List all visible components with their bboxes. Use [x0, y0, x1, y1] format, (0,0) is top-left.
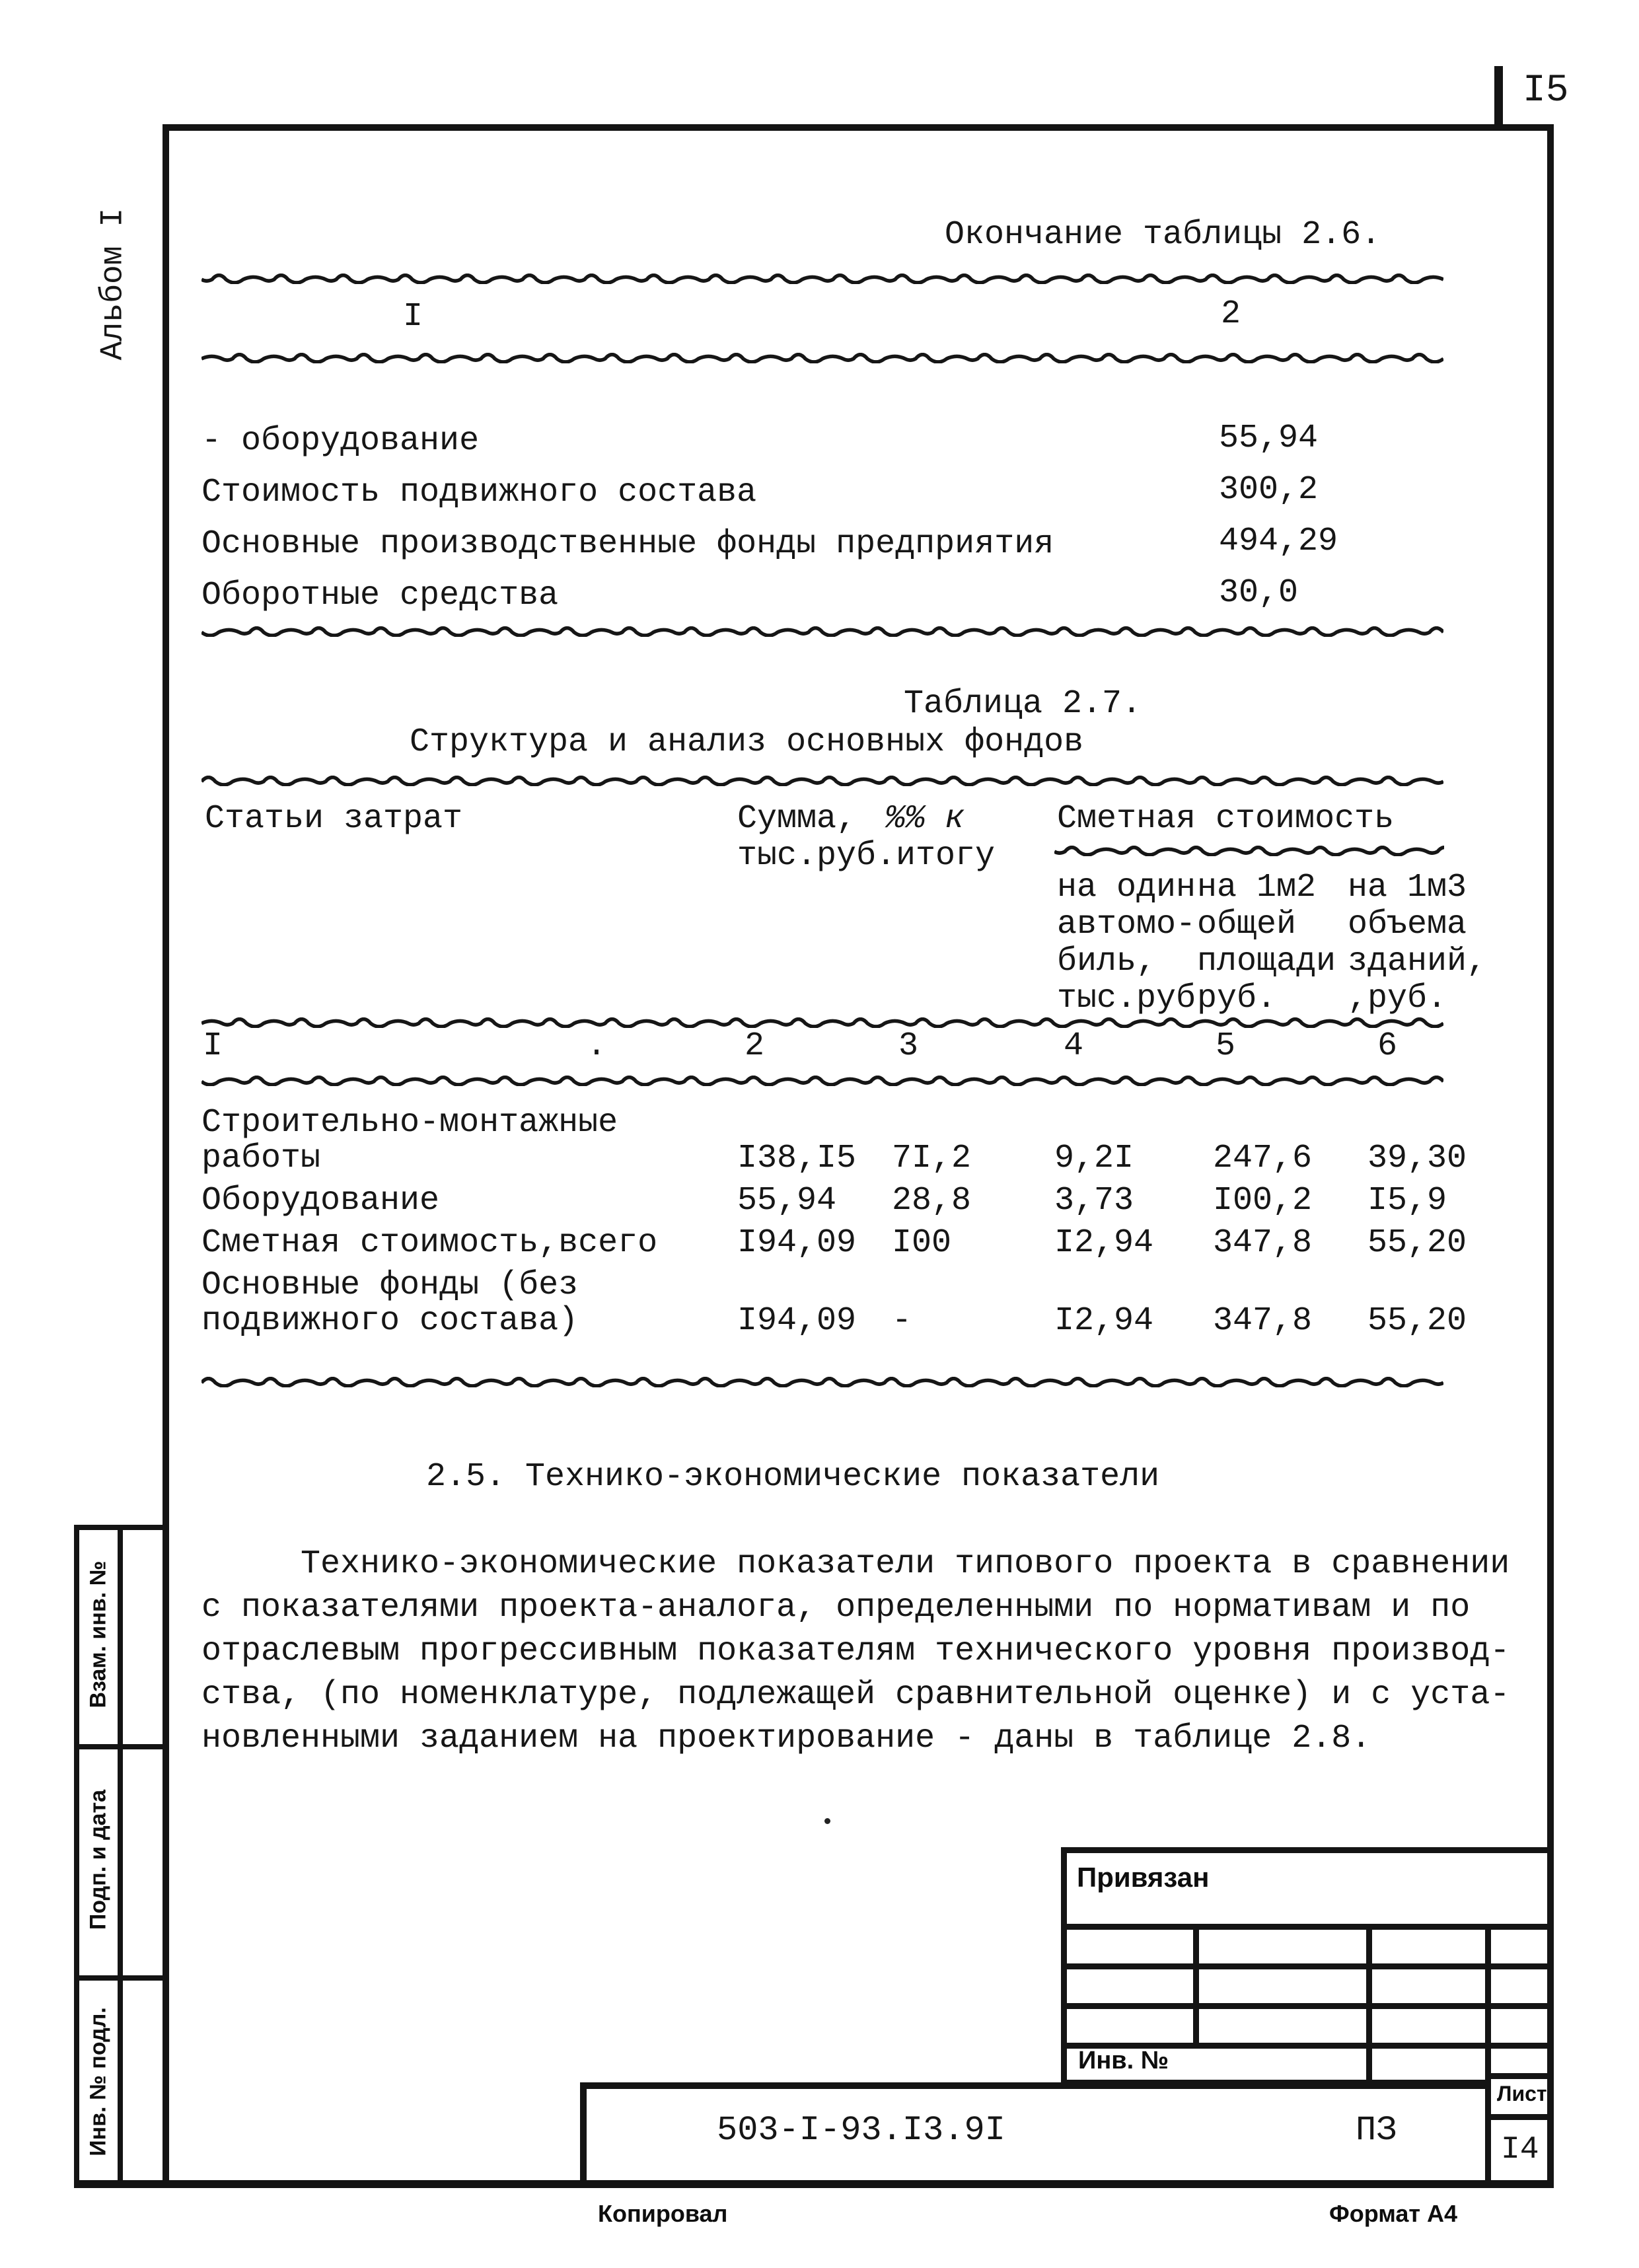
- table27-row-label: работы: [201, 1140, 321, 1177]
- sidebar-label-inv: Инв. № подл.: [85, 2007, 111, 2156]
- sidebar-line-row1: [74, 1744, 168, 1749]
- table26-row-label: - оборудование: [201, 422, 480, 460]
- paragraph-line: ства, (по номенклатуре, подлежащей сравнительной оценке) и с уста-: [201, 1676, 1510, 1714]
- paragraph-line: Технико-экономические показатели типового проекта в сравнении: [301, 1545, 1510, 1583]
- table27-cell: I00,2: [1213, 1182, 1313, 1220]
- album-label: Альбом I: [95, 207, 131, 361]
- table27-subhead-col4: на один: [1057, 869, 1196, 906]
- footer-format: Формат А4: [1329, 2200, 1458, 2227]
- table27-rule-mid1: [201, 1017, 1443, 1028]
- table26-caption: Окончание таблицы 2.6.: [945, 216, 1381, 254]
- table26-colnum-2: 2: [1221, 295, 1241, 333]
- table27-rule-top: [201, 776, 1443, 786]
- table27-cell: 28,8: [892, 1182, 972, 1220]
- table27-row-label: Оборудование: [201, 1182, 440, 1220]
- table26-row-value: 300,2: [1219, 471, 1319, 509]
- titleblock-h3: [1061, 2003, 1554, 2009]
- table27-cell: 7I,2: [892, 1140, 972, 1177]
- table27-header-sum: Сумма,: [737, 800, 857, 838]
- table27-subhead-col5: на 1м2: [1197, 869, 1317, 906]
- table26-row-value: 30,0: [1219, 574, 1299, 612]
- table27-colnum: 3: [898, 1027, 919, 1065]
- table27-cell: I94,09: [737, 1224, 857, 1262]
- table27-subhead-col5: площади: [1197, 943, 1336, 980]
- titleblock-v1: [1193, 1924, 1199, 2043]
- table26-rule-bottom: [201, 626, 1443, 637]
- table27-header-pct: %% к: [885, 800, 965, 838]
- sidebar-label-podp: Подп. и дата: [85, 1789, 111, 1930]
- sheet-number: I4: [1501, 2132, 1539, 2168]
- table27-cell: 3,73: [1054, 1182, 1134, 1220]
- paragraph-line: новленными заданием на проектирование - даны в таблице 2.8.: [201, 1720, 1371, 1757]
- table27-cell: 347,8: [1213, 1224, 1313, 1262]
- table27-subhead-col4: биль,: [1057, 943, 1157, 980]
- table27-title: Структура и анализ основных фондов: [410, 723, 1084, 761]
- table27-subhead-col4: автомо-: [1057, 906, 1196, 943]
- table27-cell: -: [892, 1302, 912, 1340]
- frame-top: [163, 124, 1554, 131]
- frame-left: [163, 124, 169, 2188]
- titleblock-privyazan-label: Привязан: [1077, 1862, 1210, 1893]
- table27-rule-mid2: [201, 1076, 1443, 1086]
- sheet-col-top: [1485, 2073, 1554, 2079]
- table27-cell: I94,09: [737, 1302, 857, 1340]
- section-heading: 2.5. Технико-экономические показатели: [426, 1458, 1160, 1496]
- titleblock-h2: [1061, 1963, 1554, 1969]
- table27-cell: I38,I5: [737, 1140, 857, 1177]
- table27-colnum-dot: .: [587, 1027, 607, 1065]
- table27-colnum: 2: [745, 1027, 765, 1065]
- sheet-col-left: [1485, 2073, 1491, 2188]
- table27-subhead-col4: тыс.руб: [1057, 980, 1196, 1017]
- table27-subhead-col6: объема: [1348, 906, 1467, 943]
- sidebar-line-top: [74, 1525, 168, 1530]
- sidebar-line-mid: [118, 1525, 123, 2188]
- table26-row-label: Стоимость подвижного состава: [201, 474, 757, 511]
- stamp-doc-type: ПЗ: [1356, 2111, 1397, 2150]
- table27-header-items: Статьи затрат: [205, 800, 463, 838]
- table27-colnum: I: [203, 1027, 223, 1065]
- table27-cell: 55,94: [737, 1182, 837, 1220]
- scan-speck: [824, 1818, 830, 1824]
- table27-cell: 9,2I: [1054, 1140, 1134, 1177]
- table26-row-label: Основные производственные фонды предприятия: [201, 525, 1054, 563]
- titleblock-inv-label: Инв. №: [1078, 2047, 1169, 2074]
- sheet-col-mid: [1485, 2114, 1554, 2120]
- sidebar-line-row2: [74, 1975, 168, 1981]
- titleblock-h1: [1061, 1924, 1554, 1930]
- table27-header-smeta: Сметная стоимость: [1057, 800, 1395, 838]
- table27-row-label: Строительно-монтажные: [201, 1104, 618, 1142]
- table27-row-label: подвижного состава): [201, 1302, 579, 1340]
- table26-rule-head: [201, 353, 1443, 363]
- page-number: I5: [1523, 69, 1569, 112]
- table26-row-value: 494,29: [1219, 523, 1338, 560]
- table27-cell: 39,30: [1367, 1140, 1467, 1177]
- table27-cell: 347,8: [1213, 1302, 1313, 1340]
- table27-cell: I2,94: [1054, 1302, 1154, 1340]
- table27-colnum: 6: [1377, 1027, 1398, 1065]
- table26-row-label: Оборотные средства: [201, 577, 559, 614]
- table27-subhead-col6: на 1м3: [1348, 869, 1467, 906]
- table27-colnum: 4: [1064, 1027, 1084, 1065]
- table27-subhead-col6: зданий,: [1348, 943, 1487, 980]
- table27-caption: Таблица 2.7.: [904, 685, 1142, 723]
- table27-row-label: Сметная стоимость,всего: [201, 1224, 658, 1262]
- stamp-doc-number: 503-I-93.I3.9I: [717, 2111, 1005, 2150]
- page-number-tick: [1494, 66, 1503, 124]
- titleblock-top: [1061, 1847, 1554, 1853]
- table27-cell: I5,9: [1367, 1182, 1447, 1220]
- table27-cell: I2,94: [1054, 1224, 1154, 1262]
- table27-header-sum2: тыс.руб.итогу: [737, 837, 996, 875]
- table27-colnum: 5: [1216, 1027, 1236, 1065]
- titleblock-v3: [1485, 1924, 1491, 2080]
- table27-cell: 55,20: [1367, 1302, 1467, 1340]
- table27-cell: 247,6: [1213, 1140, 1313, 1177]
- sidebar-line-left: [74, 1525, 79, 2188]
- table27-subhead-col6: ,руб.: [1348, 980, 1447, 1017]
- table27-rule-smeta: [1054, 846, 1444, 856]
- table27-cell: 55,20: [1367, 1224, 1467, 1262]
- table27-cell: I00: [892, 1224, 952, 1262]
- titleblock-v2: [1366, 1924, 1372, 2086]
- stamp-top: [580, 2082, 1485, 2089]
- table26-rule-top: [201, 274, 1443, 284]
- sidebar-label-vzam: Взам. инв. №: [85, 1560, 111, 1708]
- frame-right: [1547, 124, 1554, 2188]
- sheet-label: Лист: [1497, 2082, 1547, 2105]
- frame-bottom: [74, 2180, 1554, 2188]
- table26-colnum-1: I: [403, 298, 423, 336]
- paragraph-line: с показателями проекта-аналога, определенными по нормативам и по: [201, 1589, 1471, 1627]
- footer-kopiroval: Копировал: [598, 2200, 728, 2227]
- table27-subhead-col5: общей: [1197, 906, 1297, 943]
- stamp-left: [580, 2082, 587, 2180]
- table27-row-label: Основные фонды (без: [201, 1266, 579, 1304]
- table26-row-value: 55,94: [1219, 420, 1319, 457]
- table27-subhead-col5: руб.: [1197, 980, 1277, 1017]
- paragraph-line: отраслевым прогрессивным показателям технического уровня производ-: [201, 1632, 1510, 1670]
- table27-rule-bottom: [201, 1377, 1443, 1387]
